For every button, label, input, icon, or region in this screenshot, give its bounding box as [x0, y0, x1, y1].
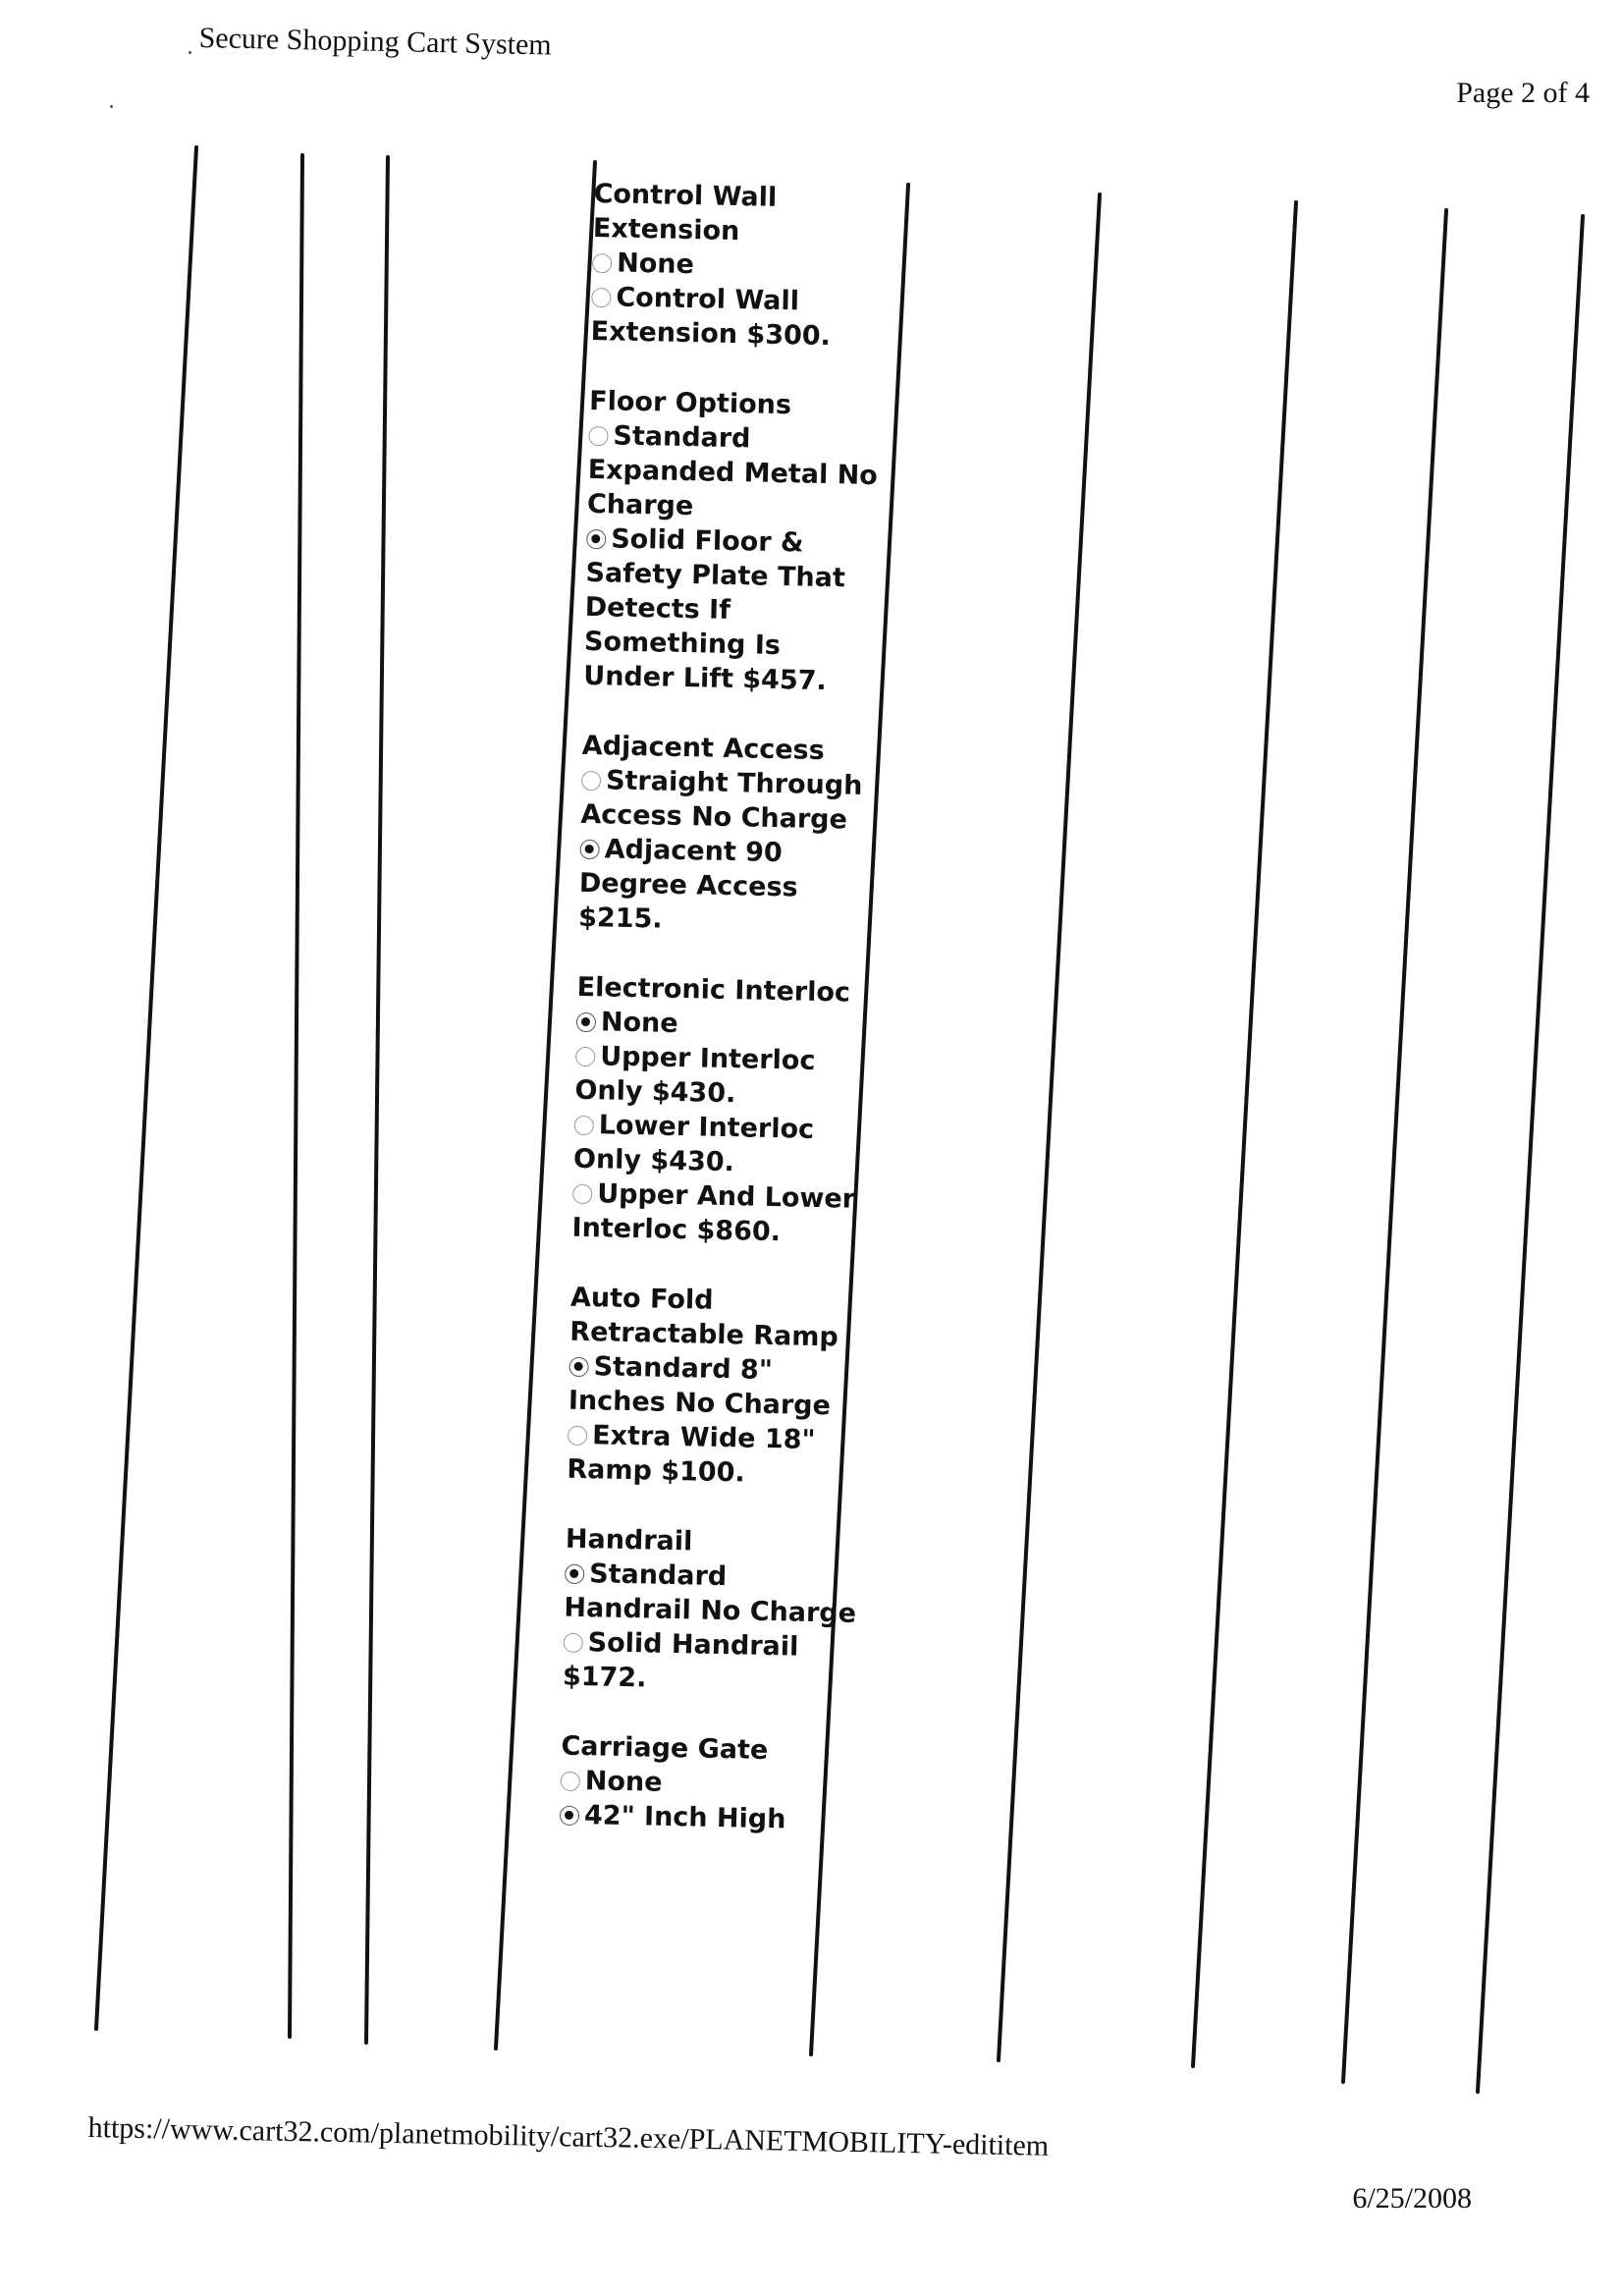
radio-option[interactable]	[583, 521, 882, 699]
option-group	[563, 1522, 861, 1700]
option-group-title: Electronic Interloc	[576, 971, 851, 1009]
radio-unselected-icon[interactable]	[588, 426, 608, 446]
option-group	[571, 970, 872, 1251]
radio-option-label: Upper And Lower Interloc $860.	[571, 1178, 856, 1248]
footer-date: 6/25/2008	[1352, 2182, 1472, 2214]
radio-option-label: Standard Expanded Metal No Charge	[586, 420, 879, 522]
radio-option[interactable]	[573, 1108, 869, 1182]
radio-selected-icon[interactable]	[568, 1357, 588, 1377]
radio-option-label: None	[600, 1007, 678, 1039]
radio-option-label: Solid Floor & Safety Plate That Detects If Something Is Under Lift $457.	[583, 523, 846, 697]
radio-unselected-icon[interactable]	[575, 1047, 595, 1066]
radio-unselected-icon[interactable]	[568, 1426, 587, 1446]
radio-selected-icon[interactable]	[565, 1564, 584, 1584]
radio-option[interactable]	[578, 832, 875, 941]
radio-unselected-icon[interactable]	[581, 771, 601, 791]
column-rule	[290, 155, 302, 2037]
radio-option[interactable]	[563, 1625, 858, 1700]
radio-option-label: Lower Interloc Only $430.	[572, 1110, 815, 1178]
radio-option[interactable]	[574, 1039, 870, 1114]
radio-option-label: Straight Through Access No Charge	[580, 765, 863, 836]
radio-selected-icon[interactable]	[579, 840, 599, 859]
option-group-title: Floor Options	[588, 385, 792, 421]
radio-option[interactable]	[568, 1349, 864, 1424]
radio-option-label: 42" Inch High	[583, 1800, 786, 1835]
radio-option[interactable]	[590, 280, 886, 355]
radio-option-label: None	[616, 247, 695, 281]
radio-unselected-icon[interactable]	[561, 1772, 580, 1791]
option-group	[583, 384, 885, 699]
option-group-title: Carriage Gate	[561, 1730, 769, 1767]
column-rule	[1478, 216, 1583, 2092]
option-group	[590, 177, 889, 355]
radio-option[interactable]	[580, 763, 876, 838]
column-rule	[1343, 210, 1446, 2082]
radio-option[interactable]	[564, 1557, 859, 1631]
radio-option[interactable]	[571, 1176, 867, 1251]
option-group	[560, 1729, 856, 1838]
document-title: Secure Shopping Cart System	[198, 22, 553, 62]
column-rule	[96, 147, 196, 2029]
radio-option-label: Extra Wide 18" Ramp $100.	[567, 1420, 816, 1489]
product-options-form	[559, 177, 889, 1874]
option-group-title: Control Wall Extension	[592, 178, 778, 247]
radio-unselected-icon[interactable]	[592, 253, 612, 273]
radio-option[interactable]	[567, 1418, 862, 1493]
column-rule	[1193, 202, 1296, 2066]
option-groups	[560, 177, 889, 1838]
page-number: Page 2 of 4	[1456, 77, 1590, 109]
option-group-title: Auto Fold Retractable Ramp	[569, 1282, 839, 1353]
radio-selected-icon[interactable]	[576, 1012, 596, 1032]
radio-selected-icon[interactable]	[586, 529, 606, 549]
column-rule	[366, 157, 388, 2043]
radio-unselected-icon[interactable]	[572, 1184, 592, 1204]
column-rule	[999, 194, 1100, 2060]
option-group	[578, 729, 877, 941]
option-group	[567, 1281, 865, 1493]
option-group-title: Handrail	[565, 1523, 693, 1558]
radio-unselected-icon[interactable]	[564, 1633, 583, 1653]
radio-option-label: Upper Interloc Only $430.	[574, 1041, 816, 1110]
radio-option-label: None	[584, 1766, 663, 1798]
radio-selected-icon[interactable]	[560, 1806, 579, 1826]
radio-unselected-icon[interactable]	[574, 1116, 594, 1135]
radio-option-label: Control Wall Extension $300.	[590, 282, 832, 353]
radio-option-label: Solid Handrail $172.	[562, 1627, 799, 1694]
radio-option-label: Adjacent 90 Degree Access $215.	[577, 834, 798, 935]
radio-option[interactable]	[560, 1798, 855, 1838]
radio-unselected-icon[interactable]	[591, 288, 611, 307]
radio-option-label: Standard 8" Inches No Charge	[568, 1351, 832, 1422]
footer-url: https://www.cart32.com/planetmobility/cart32.exe/PLANETMOBILITY-edititem	[87, 2111, 1050, 2162]
option-group-title: Adjacent Access	[581, 730, 826, 767]
radio-option[interactable]	[587, 418, 884, 527]
radio-option-label: Standard Handrail No Charge	[564, 1558, 857, 1629]
